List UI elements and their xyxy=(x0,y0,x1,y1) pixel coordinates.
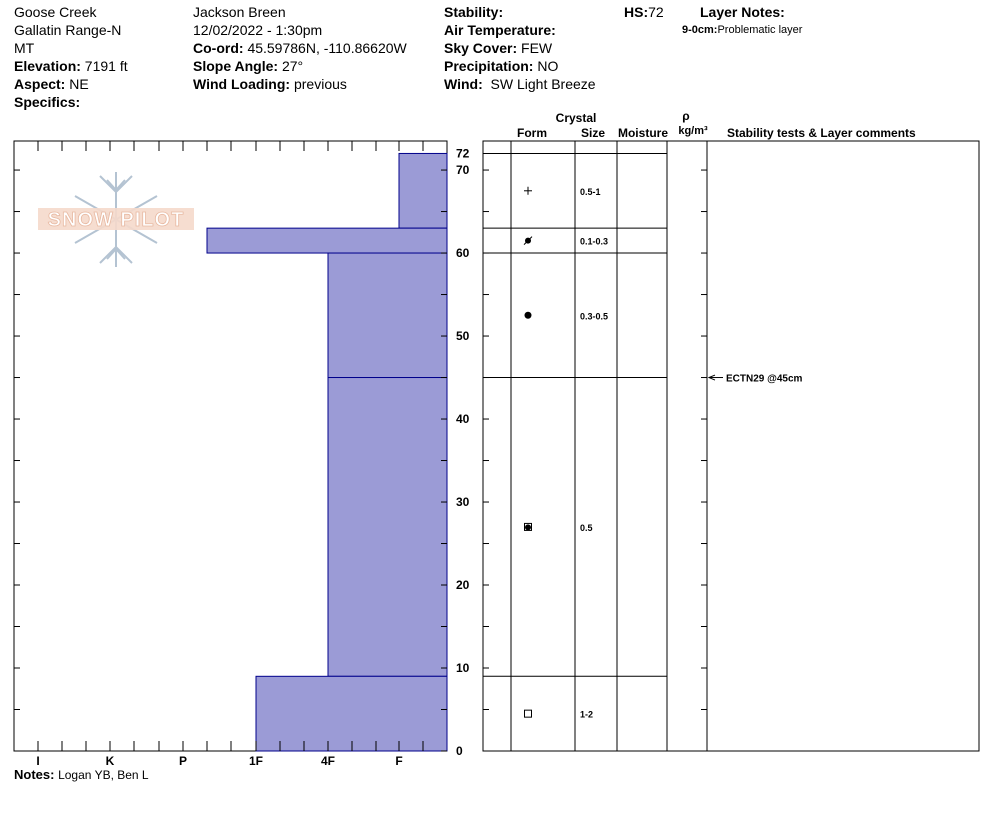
state: MT xyxy=(14,40,35,56)
stability-test-label: ECTN29 @45cm xyxy=(726,373,803,385)
depth-label-30: 30 xyxy=(456,495,470,510)
snowpilot-logo xyxy=(38,172,194,267)
datetime: 12/02/2022 - 1:30pm xyxy=(193,22,323,38)
new-snow-icon xyxy=(524,187,532,195)
depth-label-10: 10 xyxy=(456,661,470,676)
location: Goose Creek xyxy=(14,4,97,20)
mountain-range: Gallatin Range-N xyxy=(14,22,122,38)
depth-label-60: 60 xyxy=(456,246,470,261)
layer-bar-2 xyxy=(328,253,447,377)
layer-bar-1 xyxy=(207,228,447,253)
elevation-value: 7191 ft xyxy=(84,58,128,74)
faceted-icon xyxy=(525,710,532,717)
air-temp-label: Air Temperature: xyxy=(444,22,556,38)
grain-size-label: 0.3-0.5 xyxy=(580,311,609,322)
layer-note-text: Problematic layer xyxy=(717,24,803,36)
decomposing-fragments-icon xyxy=(524,237,532,245)
wind-loading-value: previous xyxy=(293,76,347,92)
wind-value: SW Light Breeze xyxy=(490,76,596,92)
layer-bar-0 xyxy=(399,153,447,228)
layer-table-frame xyxy=(483,141,979,751)
moisture-header: Moisture xyxy=(617,126,669,140)
rounded-faceted-icon xyxy=(525,523,532,530)
grain-size-label: 0.1-0.3 xyxy=(580,236,609,247)
hardness-label-I: I xyxy=(36,754,40,768)
sky-label: Sky Cover: xyxy=(444,40,518,56)
hardness-label-1F: 1F xyxy=(248,754,264,768)
wind-label: Wind: xyxy=(444,76,483,92)
coord-value: 45.59786N, -110.86620W xyxy=(247,40,407,56)
grain-size-label: 0.5 xyxy=(580,522,593,533)
depth-label-72: 72 xyxy=(456,146,470,161)
observer: Jackson Breen xyxy=(193,4,286,20)
depth-label-20: 20 xyxy=(456,578,470,593)
aspect-value: NE xyxy=(69,76,89,92)
hardness-label-F: F xyxy=(395,754,403,768)
grain-size-label: 1-2 xyxy=(580,709,594,720)
slope-label: Slope Angle: xyxy=(193,58,279,74)
precip-value: NO xyxy=(537,58,559,74)
layer-notes-title: Layer Notes: xyxy=(700,4,785,20)
elevation-label: Elevation: xyxy=(14,58,81,74)
depth-label-50: 50 xyxy=(456,329,470,344)
size-header: Size xyxy=(580,126,606,140)
hs-label: HS: xyxy=(624,4,649,20)
notes-label: Notes: xyxy=(14,767,55,782)
grain-size-label: 0.5-1 xyxy=(580,186,601,197)
coord-label: Co-ord: xyxy=(193,40,244,56)
layer-note-depth: 9-0cm: xyxy=(682,24,718,36)
layer-bar-3 xyxy=(328,378,447,677)
hardness-label-P: P xyxy=(178,754,188,768)
stability-label: Stability: xyxy=(444,4,504,20)
slope-value: 27° xyxy=(281,58,304,74)
specifics-label: Specifics: xyxy=(14,94,81,110)
depth-label-70: 70 xyxy=(456,163,470,178)
depth-label-40: 40 xyxy=(456,412,470,427)
logo-text: SNOW PILOT xyxy=(47,209,185,231)
hardness-label-K: K xyxy=(105,754,115,768)
layer-bar-4 xyxy=(256,676,447,751)
wind-loading-label: Wind Loading: xyxy=(193,76,291,92)
rho-header: ρ xyxy=(682,109,690,123)
sky-value: FEW xyxy=(521,40,553,56)
form-header: Form xyxy=(517,126,547,140)
notes xyxy=(14,767,149,782)
hardness-label-4F: 4F xyxy=(320,754,336,768)
precip-label: Precipitation: xyxy=(444,58,534,74)
crystal-header: Crystal xyxy=(555,111,597,125)
rounded-icon xyxy=(525,312,532,319)
hs-value: 72 xyxy=(648,4,664,20)
comments-header: Stability tests & Layer comments xyxy=(727,126,916,140)
depth-label-0: 0 xyxy=(456,744,463,758)
density-unit-header: kg/m³ xyxy=(678,125,708,137)
aspect-label: Aspect: xyxy=(14,76,66,92)
notes-value: Logan YB, Ben L xyxy=(58,768,149,782)
